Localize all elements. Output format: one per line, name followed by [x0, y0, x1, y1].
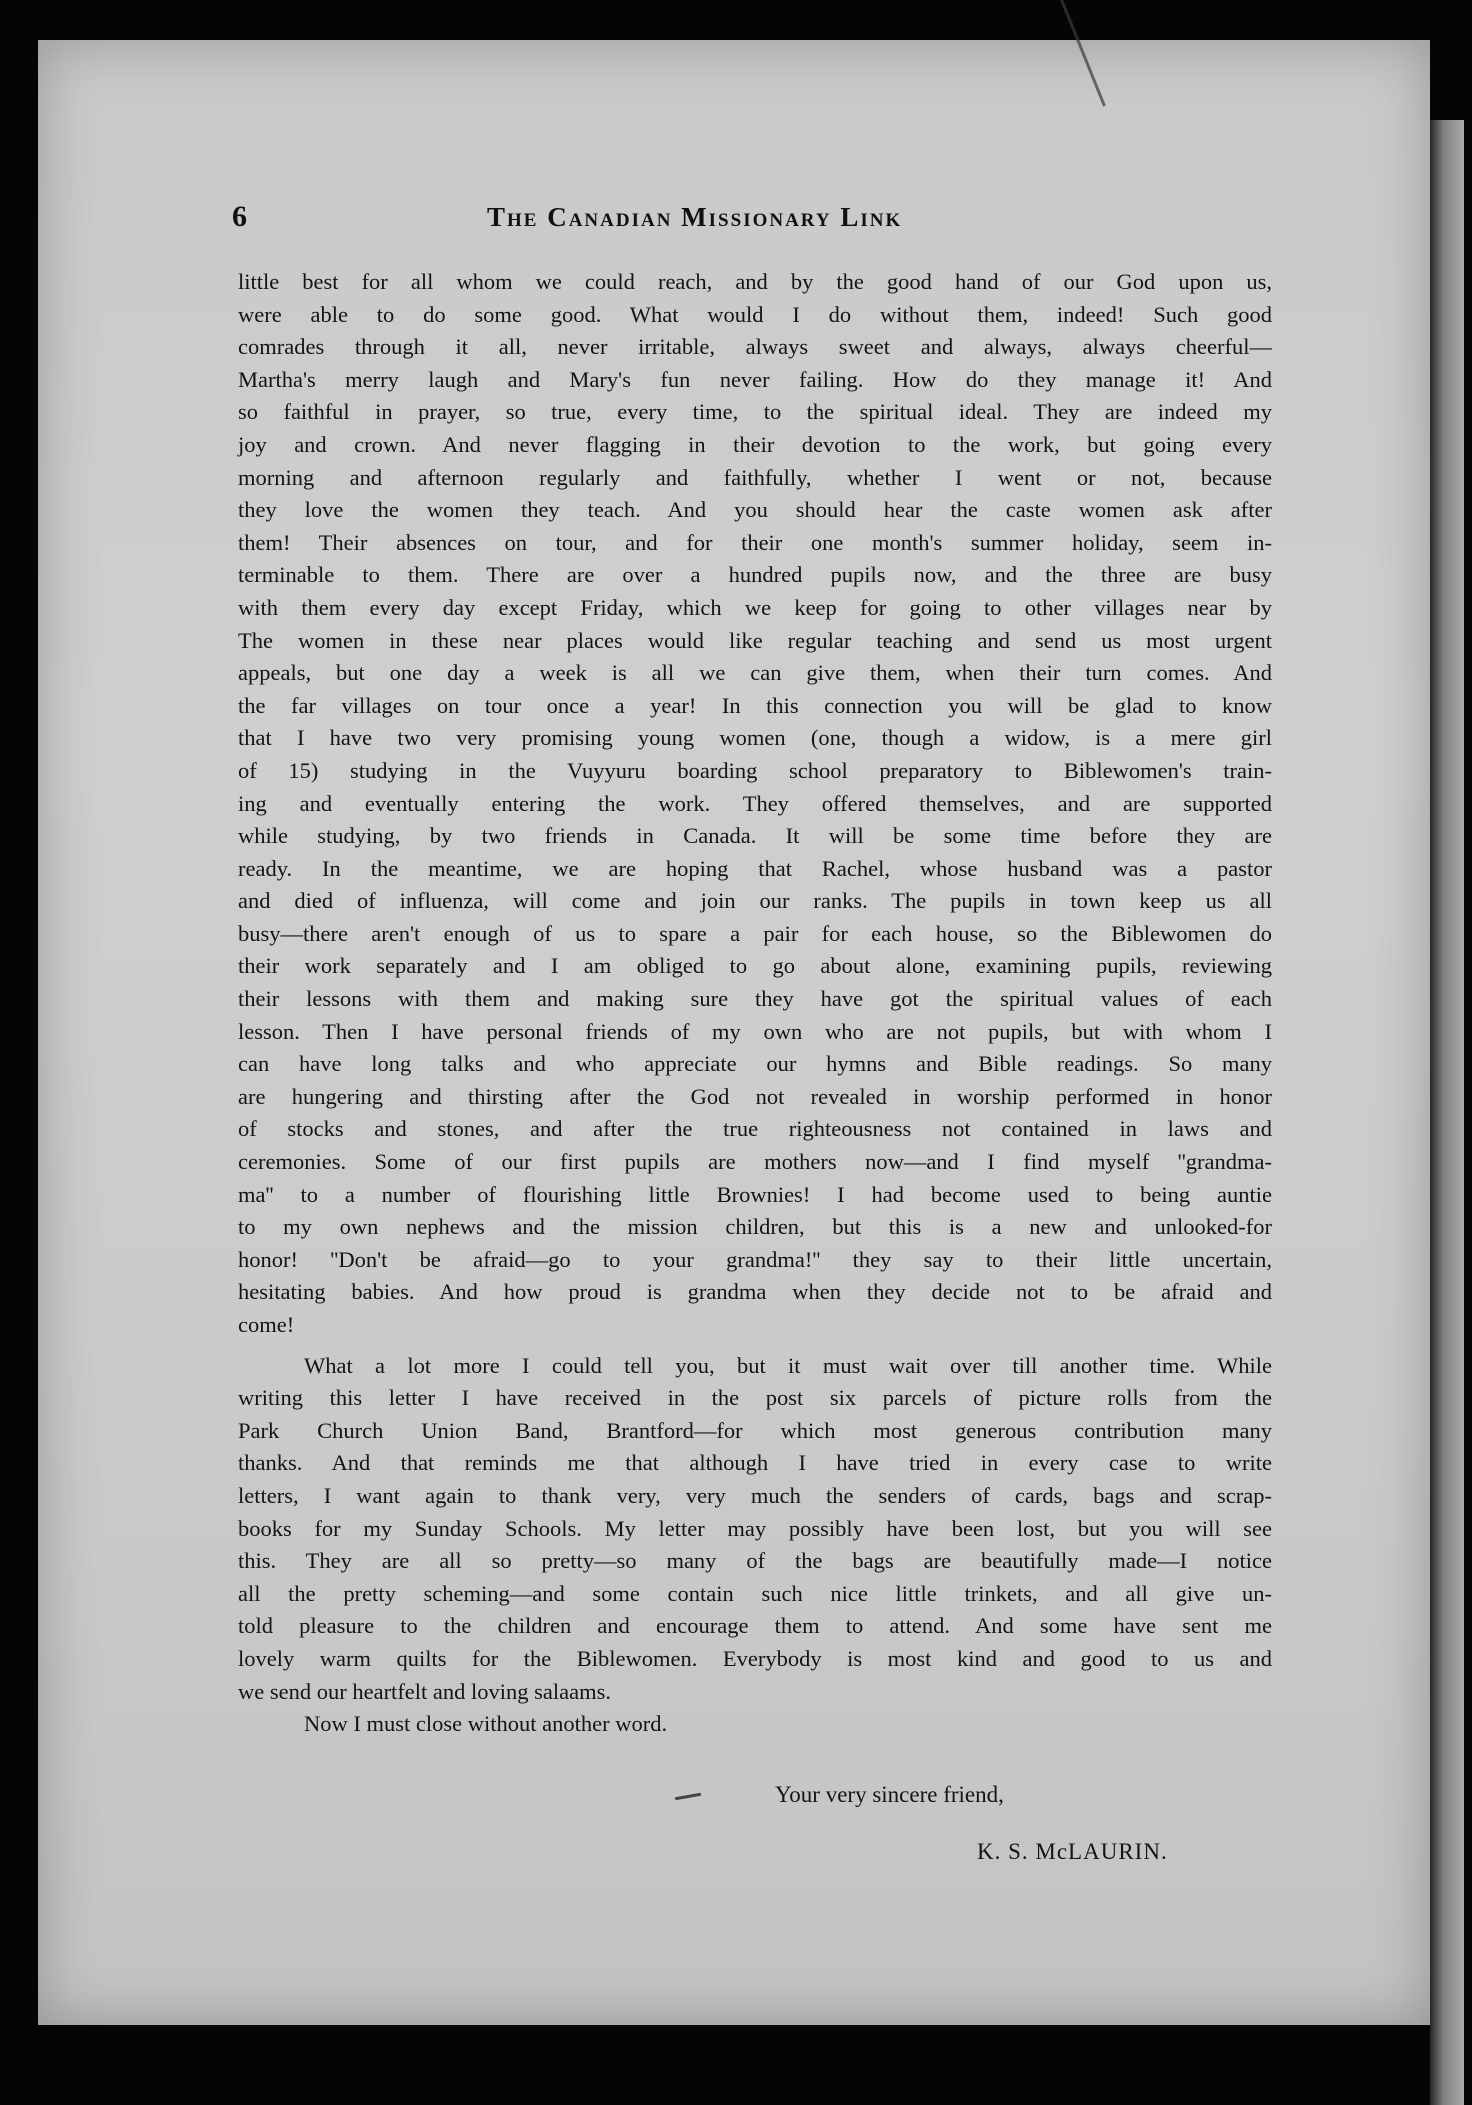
text-line: are hungering and thirsting after the God not revealed in worship performed in honor — [238, 1083, 1272, 1109]
text-line: lovely warm quilts for the Biblewomen. Everybody is most kind and good to us and — [238, 1645, 1272, 1671]
text-line: with them every day except Friday, which we keep for going to other villages near by — [238, 594, 1272, 620]
text-line: Park Church Union Band, Brantford—for which most generous contribution many — [238, 1417, 1272, 1443]
text-line: told pleasure to the children and encourage them to attend. And some have sent me — [238, 1613, 1272, 1639]
text-line: hesitating babies. And how proud is grandma when they decide not to be afraid and — [238, 1279, 1272, 1305]
text-line: thanks. And that reminds me that although I have tried in every case to write — [238, 1450, 1272, 1476]
page-header — [232, 200, 1302, 244]
text-line: so faithful in prayer, so true, every time, to the spiritual ideal. They are indeed my — [238, 399, 1272, 425]
running-title: The Canadian Missionary Link — [487, 202, 903, 232]
text-line: busy—there aren't enough of us to spare a pair for each house, so the Biblewomen do — [238, 920, 1272, 946]
closing-line: Now I must close without another word. — [304, 1711, 668, 1737]
letter-body — [238, 266, 1272, 1741]
page-number: 6 — [232, 200, 247, 233]
text-line: writing this letter I have received in the post six parcels of picture rolls from the — [238, 1385, 1272, 1411]
text-line: What a lot more I could tell you, but it must wait over till another time. While — [304, 1352, 1272, 1378]
text-line: their work separately and I am obliged to go about alone, examining pupils, reviewing — [238, 953, 1272, 979]
text-line: little best for all whom we could reach, and by the good hand of our God upon us, — [238, 269, 1272, 294]
text-line: letters, I want again to thank very, very much the senders of cards, bags and scrap- — [238, 1482, 1272, 1508]
text-line: joy and crown. And never flagging in their devotion to the work, but going every — [238, 431, 1272, 457]
paragraph-2 — [238, 1350, 1272, 1709]
text-line: were able to do some good. What would I do without them, indeed! Such good — [238, 301, 1272, 327]
text-line: can have long talks and who appreciate our hymns and Bible readings. So many — [238, 1051, 1272, 1077]
text-line: their lessons with them and making sure they have got the spiritual values of each — [238, 986, 1272, 1012]
text-line: while studying, by two friends in Canada. It will be some time before they are — [238, 823, 1272, 849]
text-line: Martha's merry laugh and Mary's fun never failing. How do they manage it! And — [238, 366, 1272, 392]
text-line: ma'' to a number of flourishing little Brownies! I had become used to being auntie — [238, 1181, 1272, 1207]
text-line: the far villages on tour once a year! In this connection you will be glad to know — [238, 692, 1272, 718]
text-line: lesson. Then I have personal friends of my own who are not pupils, but with whom I — [238, 1018, 1272, 1044]
text-line: of stocks and stones, and after the true righteousness not contained in laws and — [238, 1116, 1272, 1142]
text-line: The women in these near places would like regular teaching and send us most urgent — [238, 627, 1272, 653]
text-line: of 15) studying in the Vuyyuru boarding school preparatory to Biblewomen's train- — [238, 757, 1272, 783]
page-edge-shadow — [1430, 120, 1464, 2105]
text-line: books for my Sunday Schools. My letter may possibly have been lost, but you will see — [238, 1515, 1272, 1541]
text-line: ing and eventually entering the work. They offered themselves, and are supported — [238, 790, 1272, 816]
text-line: to my own nephews and the mission children, but this is a new and unlooked-for — [238, 1214, 1272, 1240]
text-line: ready. In the meantime, we are hoping that Rachel, whose husband was a pastor — [238, 855, 1272, 881]
text-line: that I have two very promising young women (one, though a widow, is a mere girl — [238, 725, 1272, 751]
text-line: they love the women they teach. And you should hear the caste women ask after — [238, 497, 1272, 523]
text-line: comrades through it all, never irritable, always sweet and always, always cheerful— — [238, 334, 1272, 360]
text-line: all the pretty scheming—and some contain such nice little trinkets, and all give un- — [238, 1580, 1272, 1606]
text-line: them! Their absences on tour, and for their one month's summer holiday, seem in- — [238, 529, 1272, 555]
text-line: come! — [238, 1312, 295, 1337]
text-line: morning and afternoon regularly and faithfully, whether I went or not, because — [238, 464, 1272, 490]
text-line: this. They are all so pretty—so many of the bags are beautifully made—I notice — [238, 1548, 1272, 1574]
signature: K. S. McLAURIN. — [977, 1839, 1168, 1864]
text-line: we send our heartfelt and loving salaams. — [238, 1678, 612, 1704]
salutation: Your very sincere friend, — [775, 1782, 1004, 1807]
text-line: terminable to them. There are over a hundred pupils now, and the three are busy — [238, 562, 1272, 588]
text-line: honor! ''Don't be afraid—go to your grandma!'' they say to their little uncertain, — [238, 1246, 1272, 1272]
text-line: appeals, but one day a week is all we can give them, when their turn comes. And — [238, 660, 1272, 686]
text-line: ceremonies. Some of our first pupils are mothers now—and I find myself ''grandma- — [238, 1149, 1272, 1175]
paragraph-1 — [238, 266, 1272, 1342]
text-line: and died of influenza, will come and join our ranks. The pupils in town keep us all — [238, 888, 1272, 914]
